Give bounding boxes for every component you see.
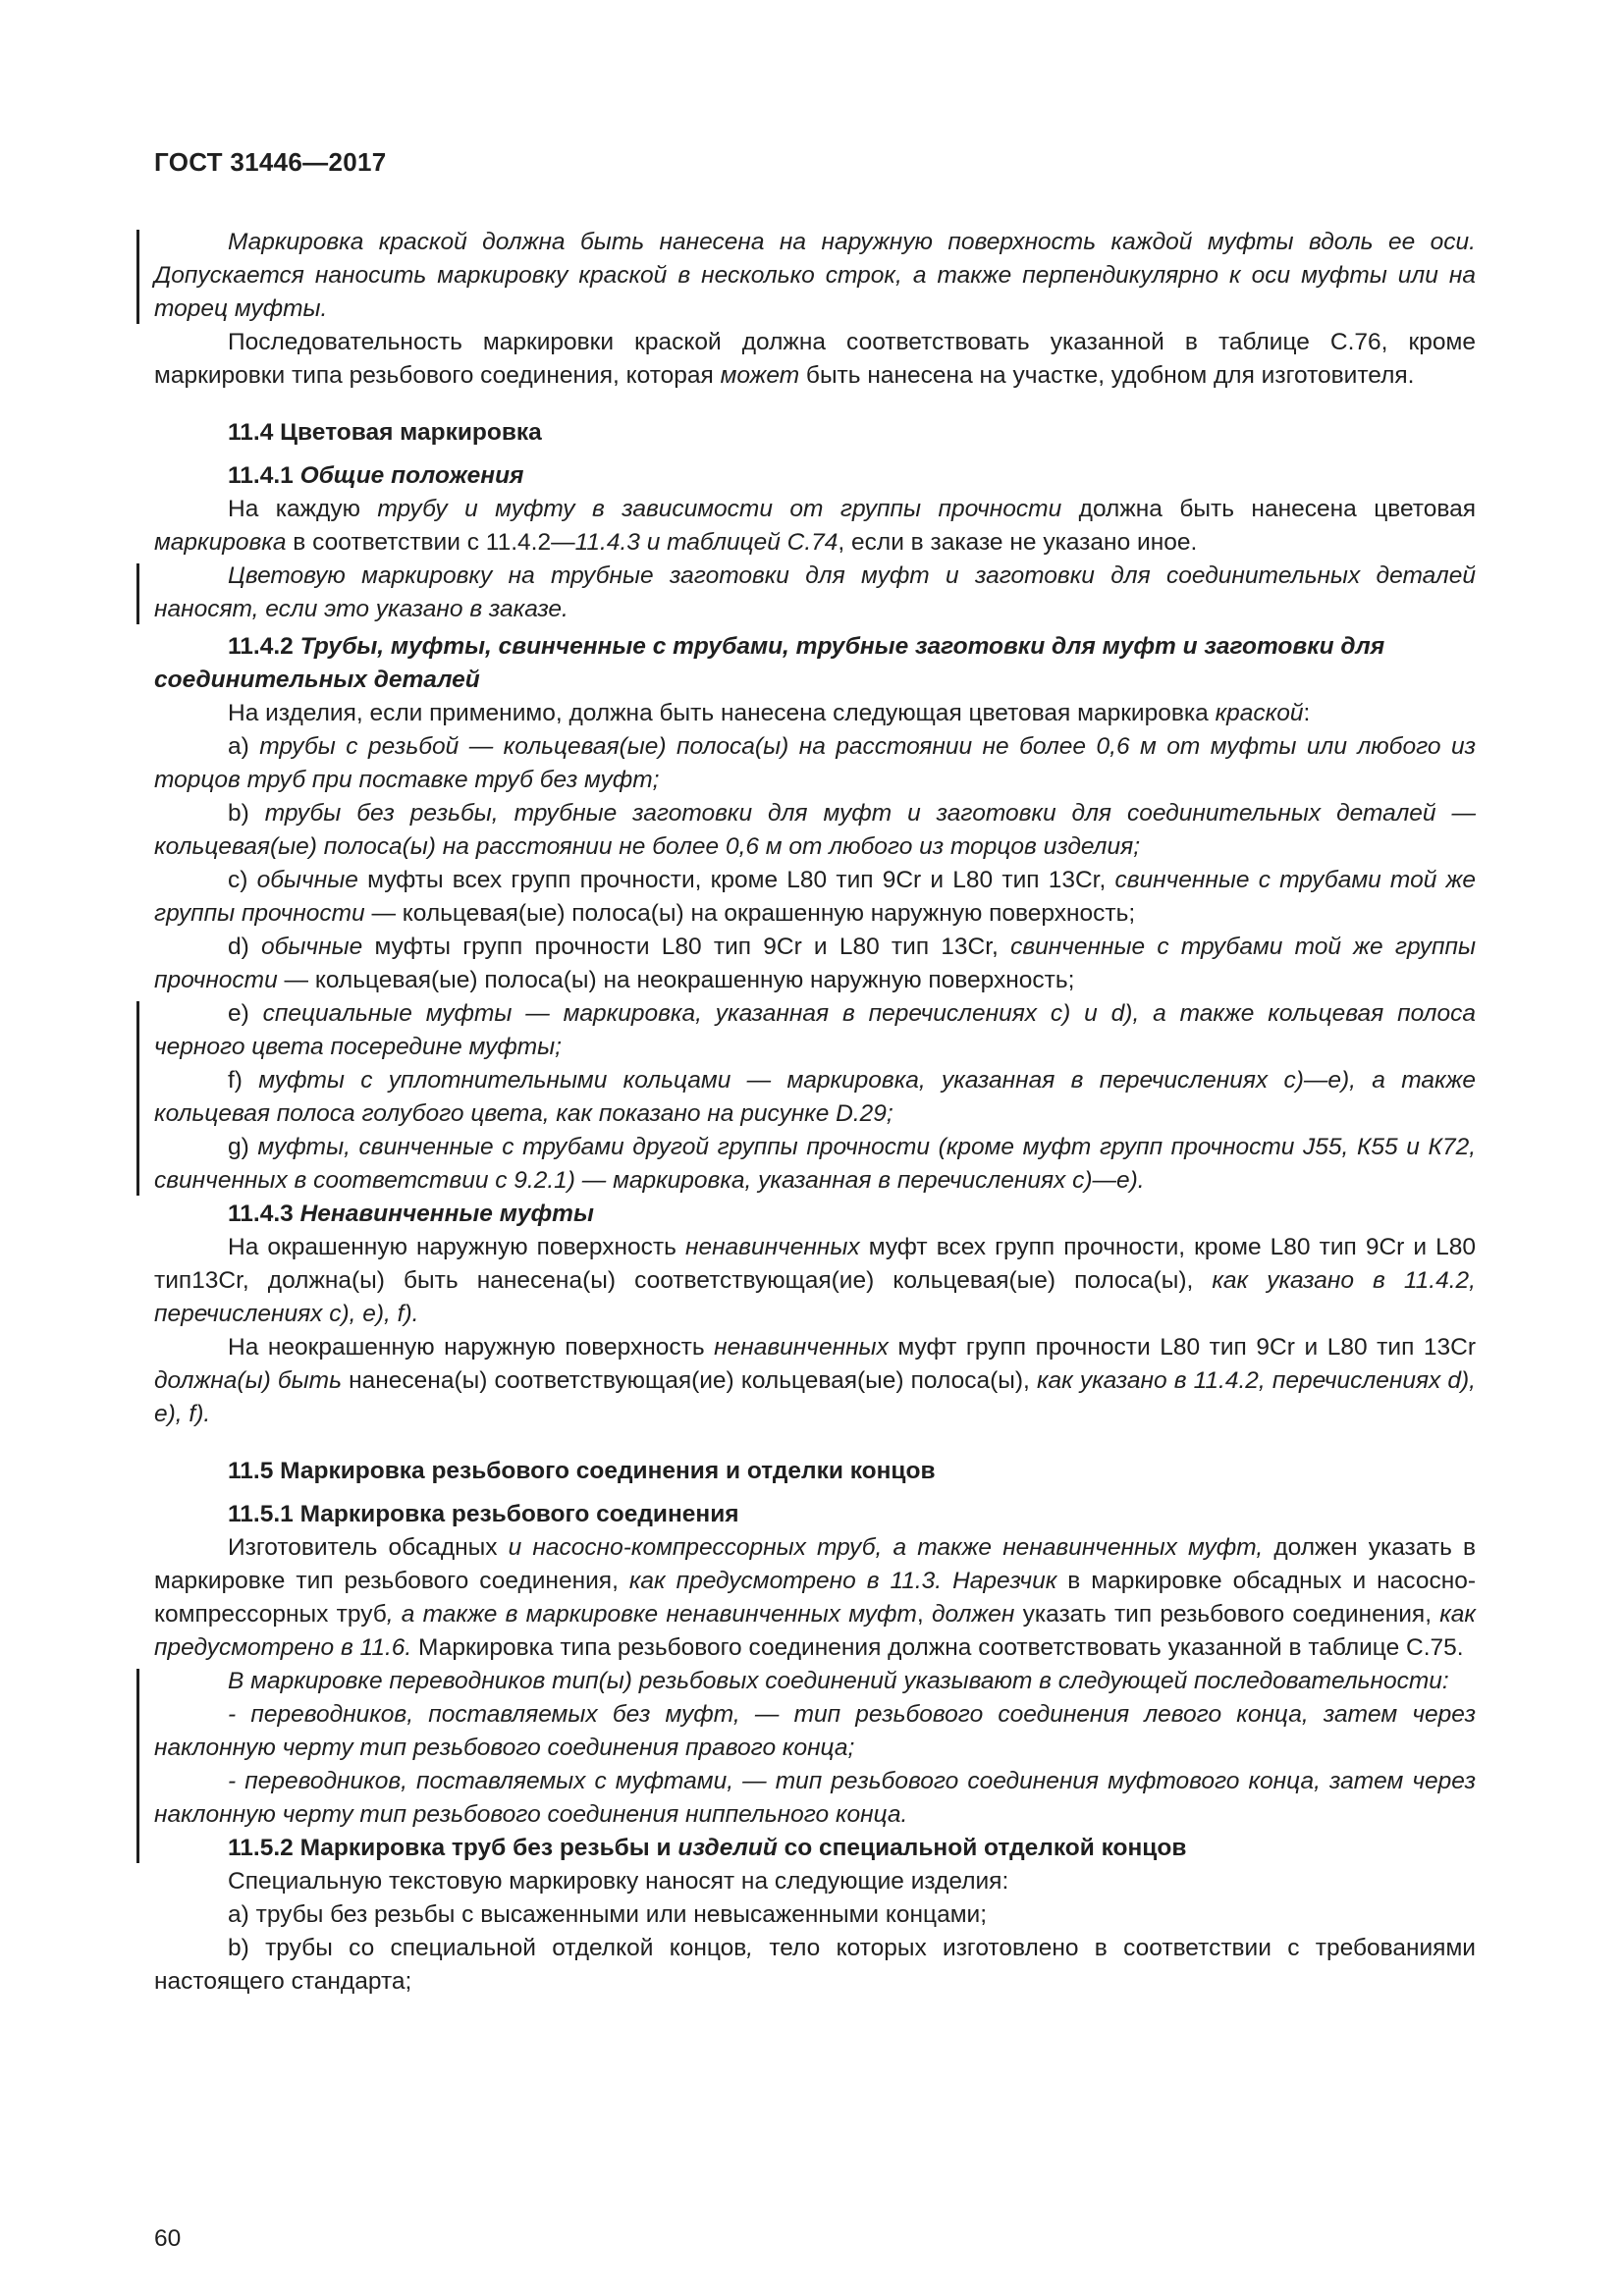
paragraph-products-marking: На изделия, если применимо, должна быть нанесена следующая цветовая маркировка краской: xyxy=(228,700,1311,726)
paragraph-paint-marking: Маркировка краской должна быть нанесена на наружную поверхность каждой муфты вдоль ее оси. Допускается наносить маркировку краской в несколько строк, а также перпендикулярно к оси муфты или на торец муфты. xyxy=(154,226,1476,326)
list-item-special-b: b) трубы со специальной отделкой концов, тело которых изготовлено в соответствии с требованиями настоящего стандарта; xyxy=(154,1935,1476,1995)
page-body xyxy=(154,226,1476,1999)
list-item-a: а) трубы с резьбой — кольцевая(ые) полоса(ы) на расстоянии не более 0,6 м от муфты или любого из торцов труб при поставке труб без муфт; xyxy=(154,733,1476,793)
change-bar xyxy=(136,1001,139,1196)
paragraph-unpainted-couplings: На неокрашенную наружную поверхность ненавинченных муфт групп прочности L80 тип 9Cr и L80 тип 13Cr должна(ы) быть нанесена(ы) соответствующая(ие) кольцевая(ые) полоса(ы), как указано в 11.4.2, перечислениях d), е), f). xyxy=(154,1334,1477,1427)
paragraph-painted-couplings: На окрашенную наружную поверхность ненавинченных муфт всех групп прочности, кроме L80 тип 9Cr и L80 тип13Cr, должна(ы) быть нанесена(ы) соответствующая(ие) кольцевая(ые) полоса(ы), как указано в 11.4.2, перечислениях с), е), f). xyxy=(154,1234,1477,1327)
paragraph-adapters: В маркировке переводников тип(ы) резьбовых соединений указывают в следующей последовательности: xyxy=(228,1668,1449,1694)
section-heading-11-5: 11.5 Маркировка резьбового соединения и отделки концов xyxy=(228,1458,936,1484)
list-item-g: g) муфты, свинченные с трубами другой группы прочности (кроме муфт групп прочности J55, К55 и К72, свинченных в соответствии с 9.2.1) — маркировка, указанная в перечислениях с)—е). xyxy=(154,1134,1477,1194)
change-bar xyxy=(136,563,139,624)
list-item-special-a: а) трубы без резьбы с высаженными или невысаженными концами; xyxy=(228,1901,988,1928)
paragraph-blanks-marking: Цветовую маркировку на трубные заготовки для муфт и заготовки для соединительных деталей наносят, если это указано в заказе. xyxy=(154,560,1476,626)
document-header: ГОСТ 31446—2017 xyxy=(154,147,387,177)
list-item-d: d) обычные муфты групп прочности L80 тип 9Cr и L80 тип 13Cr, свинченные с трубами той же группы прочности — кольцевая(ые) полоса(ы) на неокрашенную наружную поверхность; xyxy=(154,934,1477,993)
paragraph-adapters-no-couplings: - переводников, поставляемых без муфт, — тип резьбового соединения левого конца, затем через наклонную черту тип резьбового соединения правого конца; xyxy=(154,1701,1476,1761)
paragraph-color-marking: На каждую трубу и муфту в зависимости от группы прочности должна быть нанесена цветовая маркировка в соответствии с 11.4.2—11.4.3 и таблицей С.74, если в заказе не указано иное. xyxy=(154,496,1476,556)
list-item-b: b) трубы без резьбы, трубные заготовки для муфт и заготовки для соединительных деталей — кольцевая(ые) полоса(ы) на расстоянии не более 0,6 м от любого из торцов изделия; xyxy=(154,800,1476,860)
page-number: 60 xyxy=(154,2225,182,2252)
list-item-e: e) специальные муфты — маркировка, указанная в перечислениях с) и d), а также кольцевая полоса черного цвета посередине муфты; xyxy=(154,1000,1476,1060)
paragraph-adapters-with-couplings: - переводников, поставляемых с муфтами, — тип резьбового соединения муфтового конца, затем через наклонную черту тип резьбового соединения ниппельного конца. xyxy=(154,1768,1476,1828)
paragraph-marking-sequence: Последовательность маркировки краской должна соответствовать указанной в таблице С.76, кроме маркировки типа резьбового соединения, которая может быть нанесена на участке, удобном для изготовителя. xyxy=(154,329,1476,389)
paragraph-thread-manufacturer: Изготовитель обсадных и насосно-компрессорных труб, а также ненавинченных муфт, должен указать в маркировке тип резьбового соединения, как предусмотрено в 11.3. Нарезчик в маркировке обсадных и насосно-компрессорных труб, а также в маркировке ненавинченных муфт, должен указать тип резьбового соединения, как предусмотрено в 11.6. Маркировка типа резьбового соединения должна соответствовать указанной в таблице С.75. xyxy=(154,1534,1477,1661)
change-bar xyxy=(136,230,139,324)
subsection-heading-11-4-3: 11.4.3 Ненавинченные муфты xyxy=(228,1201,594,1227)
subsection-heading-11-4-2: 11.4.2 Трубы, муфты, свинченные с трубами, трубные заготовки для муфт и заготовки для соединительных деталей xyxy=(154,633,1385,693)
paragraph-special-marking: Специальную текстовую маркировку наносят на следующие изделия: xyxy=(228,1868,1009,1895)
section-heading-11-4: 11.4 Цветовая маркировка xyxy=(228,419,542,446)
subsection-heading-11-5-2: 11.5.2 Маркировка труб без резьбы и изделий со специальной отделкой концов xyxy=(228,1835,1187,1861)
changed-adapters-block xyxy=(154,1665,1476,1832)
changed-list-block xyxy=(154,997,1476,1198)
change-bar xyxy=(136,1669,139,1863)
list-item-f: f) муфты с уплотнительными кольцами — маркировка, указанная в перечислениях с)—е), а также кольцевая полоса голубого цвета, как показано на рисунке D.29; xyxy=(154,1067,1476,1127)
subsection-heading-11-5-1: 11.5.1 Маркировка резьбового соединения xyxy=(228,1501,739,1527)
list-item-c: c) обычные муфты всех групп прочности, кроме L80 тип 9Cr и L80 тип 13Cr, свинченные с трубами той же группы прочности — кольцевая(ые) полоса(ы) на окрашенную наружную поверхность; xyxy=(154,867,1476,927)
subsection-heading-11-4-1: 11.4.1 Общие положения xyxy=(228,462,524,489)
